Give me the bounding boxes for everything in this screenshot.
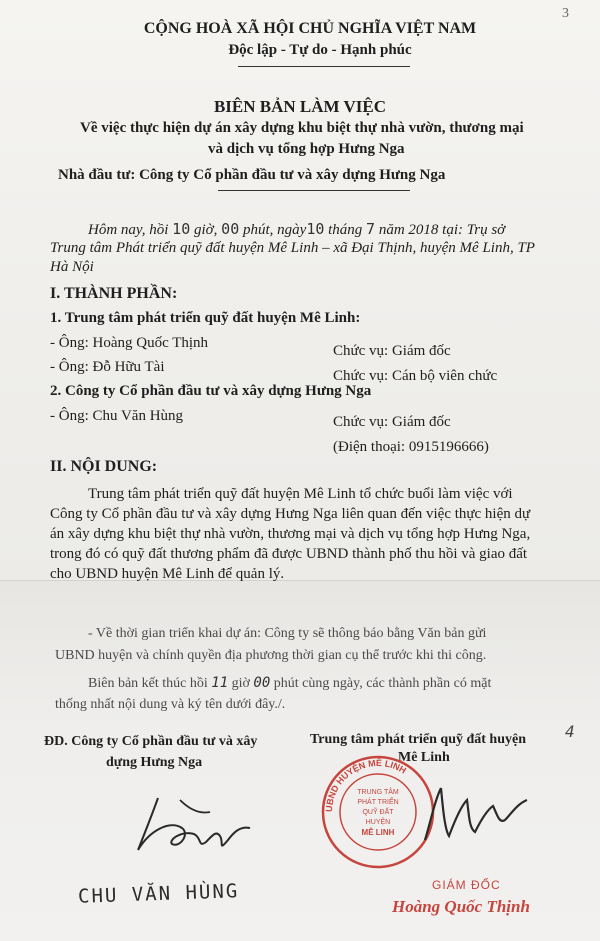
right-sig-title-2: Mê Linh <box>398 750 450 765</box>
motto: Độc lập - Tự do - Hạnh phúc <box>228 42 412 58</box>
handwritten-month: 7 <box>366 220 376 238</box>
right-sig-title-1: Trung tâm phát triển quỹ đất huyện <box>310 732 527 747</box>
director-name: Hoàng Quốc Thịnh <box>392 897 530 916</box>
stamp-ring-text: UBND HUYỆN MÊ LINH <box>323 757 408 813</box>
handwritten-minute: 00 <box>221 220 240 238</box>
page-number: 3 <box>562 6 569 21</box>
stamp-inner-5: MÊ LINH <box>361 828 395 837</box>
member-1-role: Chức vụ: Giám đốc <box>333 343 451 359</box>
section-1-heading: I. THÀNH PHẦN: <box>50 285 178 302</box>
stamp-inner-1: TRUNG TÂM <box>357 789 399 796</box>
closing-line-2: thống nhất nội dung và ký tên dưới đây./. <box>55 697 286 712</box>
left-written-name: CHU VĂN HÙNG <box>77 880 240 908</box>
content-line-4: trong đó có quỹ đất thương phẩm đã được UBND thành phố thu hồi và giao đất <box>50 546 528 562</box>
member-3-name: - Ông: Chu Văn Hùng <box>50 408 184 424</box>
content-line-2: Công ty Cổ phần đầu tư và xây dựng Hưng Nga liên quan đến việc thực hiện dự <box>50 506 531 522</box>
content-line-3: án xây dựng khu biệt thự nhà vườn, thương mại và dịch vụ tổng hợp Hưng Nga, <box>50 526 531 542</box>
left-sig-title-1: ĐD. Công ty Cổ phần đầu tư và xây <box>44 734 258 749</box>
stamp-inner-3: QUỸ ĐẤT <box>362 809 394 816</box>
handwritten-day: 10 <box>306 220 325 238</box>
motto-underline <box>238 66 410 67</box>
handwritten-hour: 10 <box>172 220 191 238</box>
member-3-role: Chức vụ: Giám đốc <box>333 414 451 430</box>
country-header: CỘNG HOÀ XÃ HỘI CHỦ NGHĨA VIỆT NAM <box>143 20 477 37</box>
margin-initial: 4 <box>565 722 575 741</box>
content-line-5: cho UBND huyện Mê Linh để quản lý. <box>50 566 285 582</box>
member-2-role: Chức vụ: Cán bộ viên chức <box>333 368 498 384</box>
intro-line-3: Hà Nội <box>50 259 94 275</box>
document-title: BIÊN BẢN LÀM VIỆC <box>213 97 387 116</box>
subject-line-2: và dịch vụ tổng hợp Hưng Nga <box>208 141 405 157</box>
handwritten-closing-hour: 11 <box>211 675 229 691</box>
stamp-inner-4: HUYỆN <box>365 819 391 826</box>
position-title: GIÁM ĐỐC <box>432 878 501 892</box>
right-handwritten-signature <box>405 770 535 850</box>
member-1-name: - Ông: Hoàng Quốc Thịnh <box>50 335 209 351</box>
handwritten-closing-minute: 00 <box>253 675 271 691</box>
member-3-phone: (Điện thoại: 0915196666) <box>333 439 489 455</box>
subject-line-1: Về việc thực hiện dự án xây dựng khu biệt thự nhà vườn, thương mại <box>80 120 524 136</box>
left-handwritten-signature <box>120 790 270 860</box>
stamp-inner-2: PHÁT TRIỂN <box>357 799 399 806</box>
timeline-line-2: UBND huyện và chính quyền địa phương thời gian cụ thể trước khi thi công. <box>55 648 487 663</box>
closing-line-1: Biên bản kết thúc hồi 11 giờ 00 phút cùng ngày, các thành phần có mặt <box>88 675 492 691</box>
investor-underline <box>218 190 410 191</box>
org-1-title: 1. Trung tâm phát triển quỹ đất huyện Mê Linh: <box>50 310 361 326</box>
section-2-heading: II. NỘI DUNG: <box>50 458 158 475</box>
member-2-name: - Ông: Đỗ Hữu Tài <box>50 359 165 375</box>
left-sig-title-2: dựng Hưng Nga <box>106 755 203 770</box>
content-line-1: Trung tâm phát triển quỹ đất huyện Mê Linh tổ chức buổi làm việc với <box>88 486 513 502</box>
intro-line-2: Trung tâm Phát triển quỹ đất huyện Mê Linh – xã Đại Thịnh, huyện Mê Linh, TP <box>50 240 535 256</box>
investor-line: Nhà đầu tư: Công ty Cổ phần đầu tư và xây dựng Hưng Nga <box>58 167 446 183</box>
intro-line-1: Hôm nay, hồi 10 giờ, 00 phút, ngày10 tháng 7 năm 2018 tại: Trụ sở <box>88 220 506 238</box>
timeline-line-1: - Về thời gian triển khai dự án: Công ty sẽ thông báo bằng Văn bản gửi <box>88 626 487 641</box>
org-2-title: 2. Công ty Cổ phần đầu tư và xây dựng Hưng Nga <box>50 383 372 399</box>
